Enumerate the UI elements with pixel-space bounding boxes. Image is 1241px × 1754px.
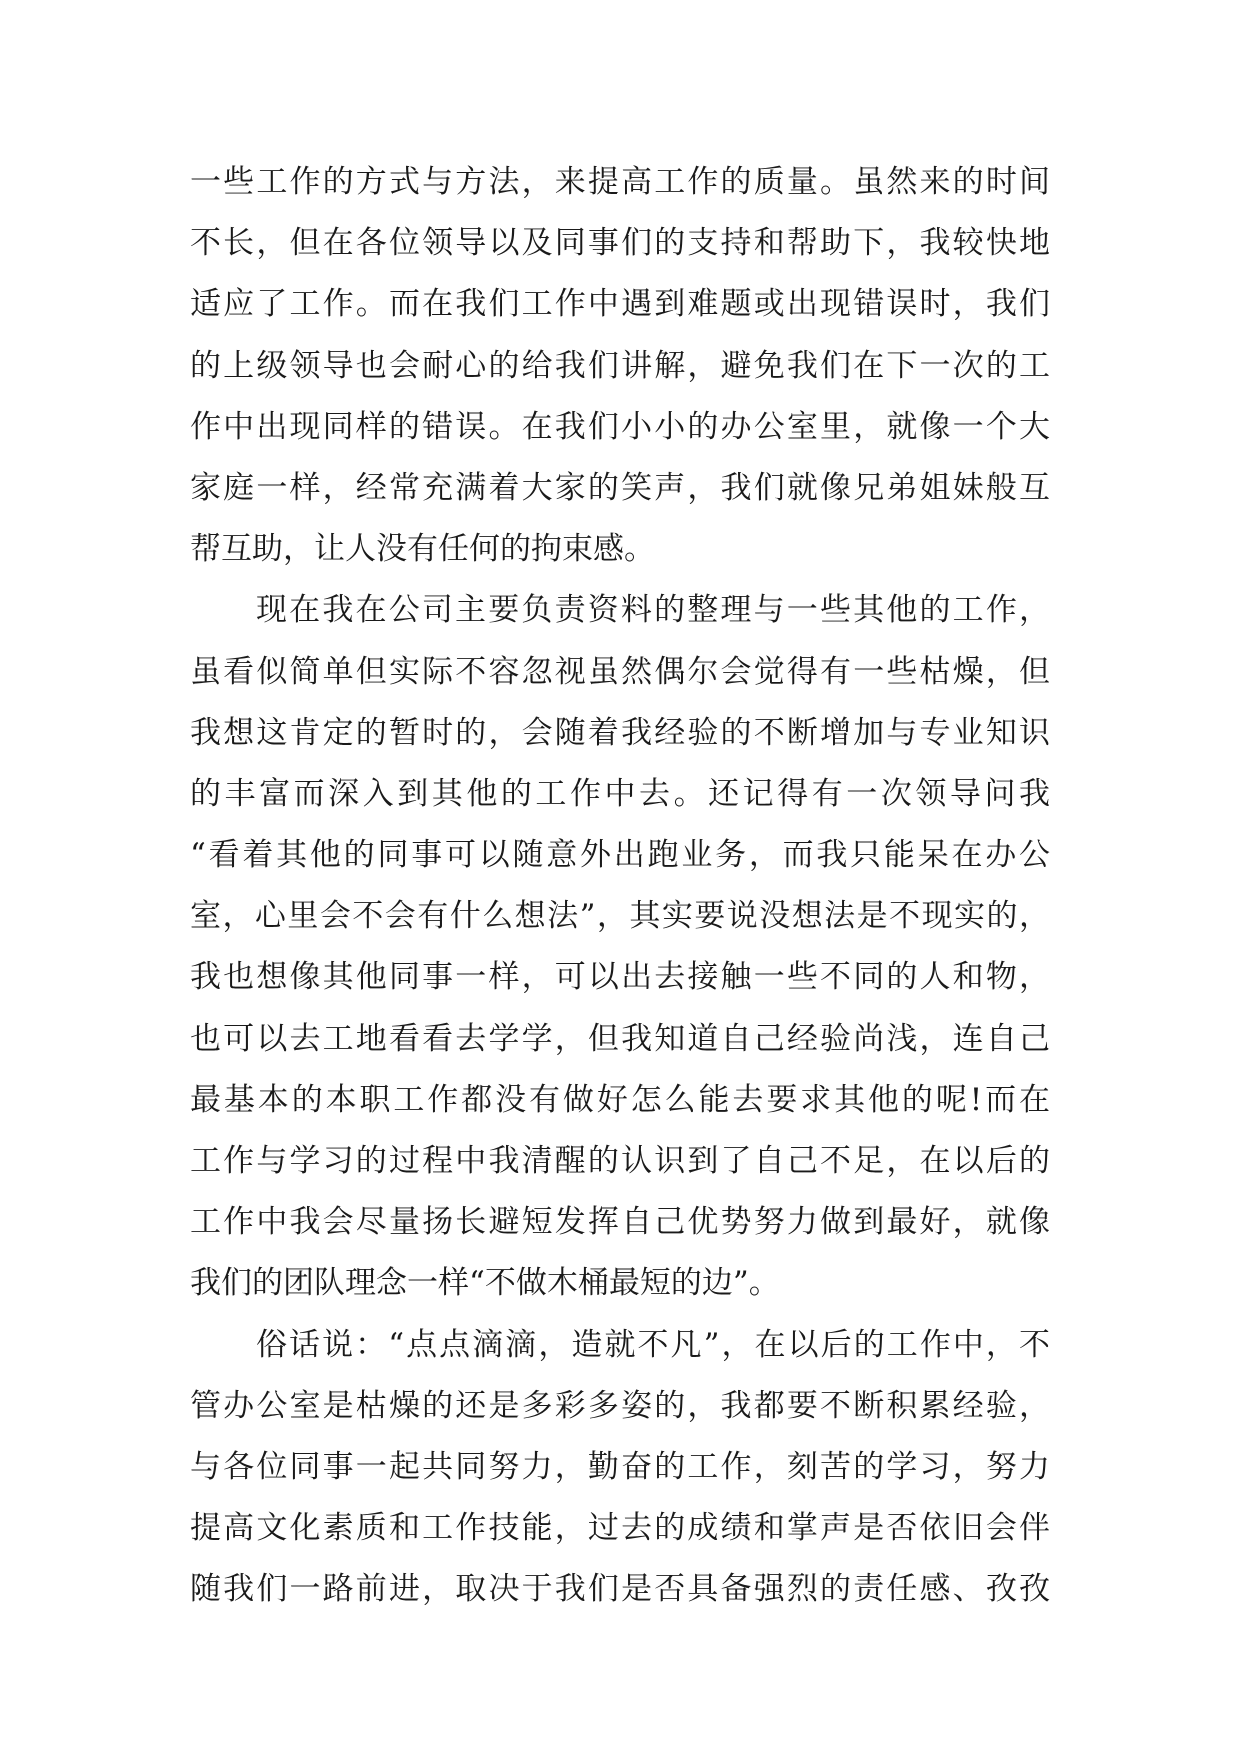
text-line: 帮互助，让人没有任何的拘束感。	[190, 531, 655, 568]
text-line: 的丰富而深入到其他的工作中去。还记得有一次领导问我	[190, 775, 1050, 812]
text-line: 虽看似简单但实际不容忽视虽然偶尔会觉得有一些枯燥，但	[190, 653, 1050, 690]
text-line: 最基本的本职工作都没有做好怎么能去要求其他的呢!而在	[190, 1081, 1050, 1118]
text-line: 俗话说：“点点滴滴，造就不凡”，在以后的工作中，不	[256, 1326, 1050, 1363]
text-line: 随我们一路前进，取决于我们是否具备强烈的责任感、孜孜	[190, 1571, 1050, 1608]
text-line: 家庭一样，经常充满着大家的笑声，我们就像兄弟姐妹般互	[190, 469, 1050, 506]
text-line: 适应了工作。而在我们工作中遇到难题或出现错误时，我们	[190, 286, 1050, 323]
text-line: 管办公室是枯燥的还是多彩多姿的，我都要不断积累经验，	[190, 1387, 1050, 1424]
text-line: 我想这肯定的暂时的，会随着我经验的不断增加与专业知识	[190, 714, 1050, 751]
text-line: 也可以去工地看看去学学，但我知道自己经验尚浅，连自己	[190, 1020, 1050, 1057]
text-line: 我也想像其他同事一样，可以出去接触一些不同的人和物，	[190, 959, 1050, 996]
text-line: 的上级领导也会耐心的给我们讲解，避免我们在下一次的工	[190, 347, 1050, 384]
text-line: 我们的团队理念一样“不做木桶最短的边”。	[190, 1265, 780, 1302]
body-text	[190, 152, 1050, 1621]
text-line: “看着其他的同事可以随意外出跑业务，而我只能呆在办公	[190, 837, 1050, 874]
text-line: 室，心里会不会有什么想法”，其实要说没想法是不现实的，	[190, 898, 1050, 935]
text-line: 现在我在公司主要负责资料的整理与一些其他的工作，	[256, 592, 1050, 629]
text-line: 一些工作的方式与方法，来提高工作的质量。虽然来的时间	[190, 164, 1050, 200]
text-line: 工作与学习的过程中我清醒的认识到了自己不足，在以后的	[190, 1143, 1050, 1179]
text-line: 工作中我会尽量扬长避短发挥自己优势努力做到最好，就像	[190, 1204, 1050, 1241]
text-line: 提高文化素质和工作技能，过去的成绩和掌声是否依旧会伴	[190, 1510, 1050, 1547]
text-line: 与各位同事一起共同努力，勤奋的工作，刻苦的学习，努力	[190, 1448, 1050, 1485]
text-line: 作中出现同样的错误。在我们小小的办公室里，就像一个大	[190, 408, 1050, 445]
text-line: 不长，但在各位领导以及同事们的支持和帮助下，我较快地	[190, 225, 1050, 262]
